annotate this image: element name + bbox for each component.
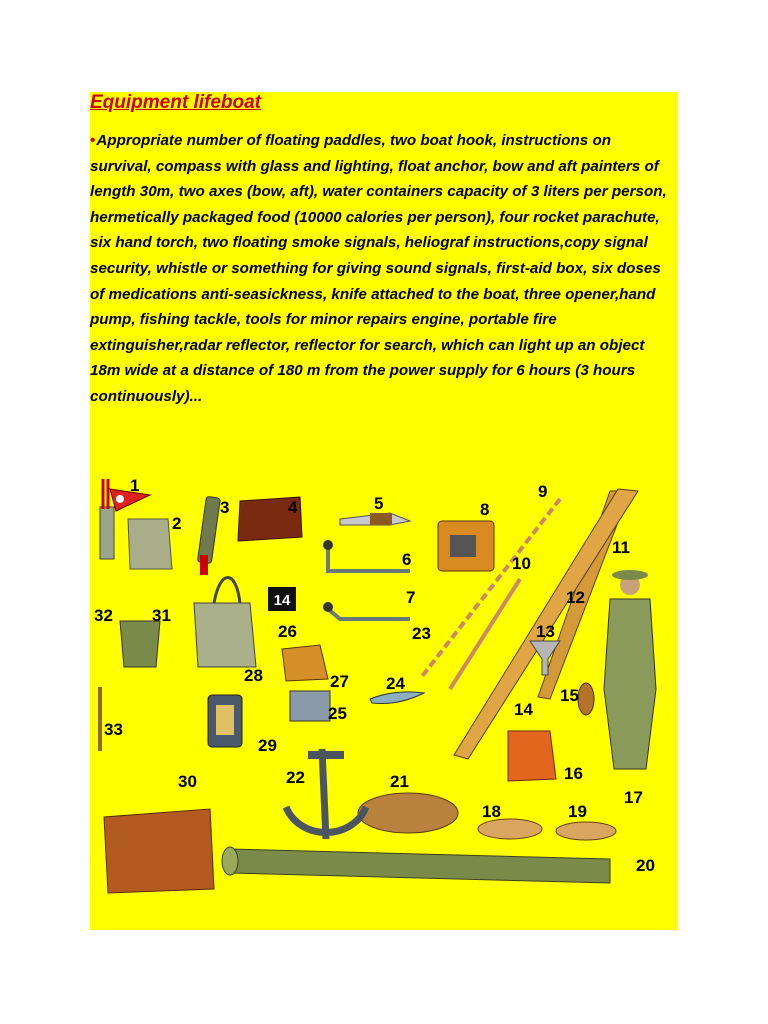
label-7: 7 bbox=[406, 588, 416, 607]
label-23: 23 bbox=[412, 624, 431, 643]
label-4: 4 bbox=[288, 498, 298, 517]
label-2: 2 bbox=[172, 514, 182, 533]
sign-label: 14 bbox=[273, 592, 291, 609]
label-17: 17 bbox=[624, 788, 643, 807]
label-13: 13 bbox=[536, 622, 555, 641]
item-21-basket bbox=[358, 793, 458, 833]
item-17-lifejacket-figure bbox=[604, 570, 656, 769]
label-33: 33 bbox=[104, 720, 123, 739]
equipment-paragraph bbox=[90, 128, 676, 410]
label-9: 9 bbox=[538, 482, 548, 501]
label-6: 6 bbox=[402, 550, 412, 569]
label-5: 5 bbox=[374, 494, 384, 513]
item-26-bag bbox=[194, 578, 256, 668]
label-30: 30 bbox=[178, 772, 197, 791]
label-12: 12 bbox=[566, 588, 585, 607]
item-18-19-ropes bbox=[478, 819, 616, 840]
item-3-torch bbox=[197, 496, 220, 575]
label-25: 25 bbox=[328, 704, 347, 723]
label-29: 29 bbox=[258, 736, 277, 755]
item-20-log bbox=[222, 847, 610, 883]
item-27-28-scoop bbox=[282, 645, 328, 681]
label-31: 31 bbox=[152, 606, 171, 625]
label-32: 32 bbox=[94, 606, 113, 625]
slide-title: Equipment lifeboat bbox=[90, 92, 261, 113]
item-2-bag bbox=[128, 519, 172, 569]
equipment-illustration bbox=[90, 469, 678, 930]
item-16-life-vest bbox=[508, 731, 556, 781]
equipment-description: Appropriate number of floating paddles, two boat hook, instructions on survival, compass with glass and lighting, float anchor, bow and aft painters of length 30m, two axes (bow, aft), water containers capacity of 3 liters per person, hermetically packaged food (10000 calories per person), four rocket parachute, six hand torch, two floating smoke signals, heliograf instructions,copy signal security, whistle or something for giving sound signals, first-aid box, six doses of medications anti-seasickness, knife attached to the boat, three opener,hand pump, fishing tackle, tools for minor repairs engine, portable fire extinguisher,radar reflector, reflector for search, which can light up an object 18m wide at a distance of 180 m from the power supply for 6 hours (3 hours continuously)... bbox=[90, 132, 667, 405]
slide bbox=[90, 92, 678, 930]
label-19: 19 bbox=[568, 802, 587, 821]
item-24-blade bbox=[370, 692, 424, 704]
label-10: 10 bbox=[512, 554, 531, 573]
label-1: 1 bbox=[130, 476, 140, 495]
label-21: 21 bbox=[390, 772, 409, 791]
label-15: 15 bbox=[560, 686, 579, 705]
label-22: 22 bbox=[286, 768, 305, 787]
label-24: 24 bbox=[386, 674, 405, 693]
label-18: 18 bbox=[482, 802, 501, 821]
item-6-7-cranks bbox=[323, 540, 410, 619]
label-16: 16 bbox=[564, 764, 583, 783]
label-20: 20 bbox=[636, 856, 655, 875]
item-29-lantern bbox=[208, 695, 242, 747]
item-8-compass bbox=[438, 521, 494, 571]
item-31-bucket bbox=[120, 621, 160, 667]
item-30-water-barrel bbox=[104, 809, 214, 893]
item-22-anchor bbox=[286, 749, 366, 839]
bullet-marker: • bbox=[90, 132, 96, 149]
item-15-float bbox=[578, 683, 594, 715]
label-3: 3 bbox=[220, 498, 230, 517]
label-28: 28 bbox=[244, 666, 263, 685]
label-14: 14 bbox=[514, 700, 533, 719]
label-11: 11 bbox=[612, 538, 630, 557]
label-27: 27 bbox=[330, 672, 349, 691]
item-14-sign bbox=[268, 587, 296, 611]
item-25-box bbox=[290, 691, 330, 721]
label-26: 26 bbox=[278, 622, 297, 641]
item-5-knife bbox=[340, 513, 410, 525]
label-8: 8 bbox=[480, 500, 490, 519]
